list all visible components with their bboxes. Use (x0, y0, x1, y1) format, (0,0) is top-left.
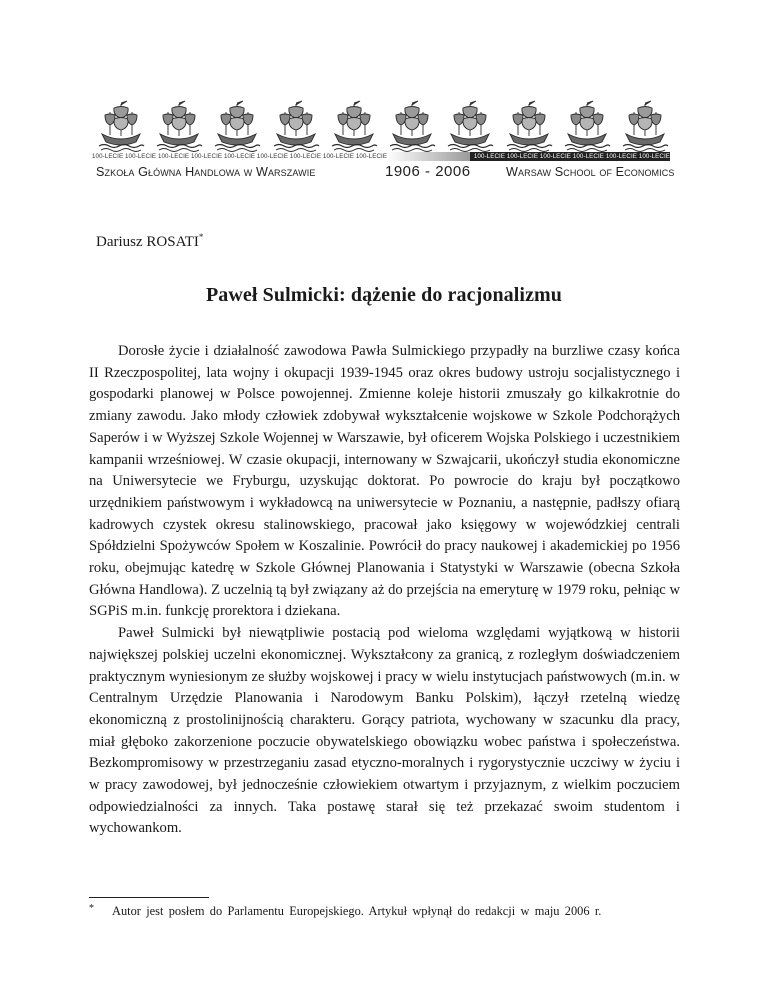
centenary-band-fade (387, 152, 470, 161)
sailing-ship-icon (212, 98, 262, 152)
sailing-ship-icon (504, 98, 554, 152)
centenary-band-dark: 100-LECIE 100-LECIE 100-LECIE 100-LECIE 100-LECIE 100-LECIE (470, 152, 670, 161)
footnote-text: Autor jest posłem do Parlamentu Europejskiego. Artykuł wpłynął do redakcji w maju 2006 r. (112, 904, 602, 918)
centenary-band-light: 100-LECIE 100-LECIE 100-LECIE 100-LECIE 100-LECIE 100-LECIE 100-LECIE 100-LECIE 100-LECIE (92, 153, 388, 160)
sailing-ship-icon (329, 98, 379, 152)
paragraph-2: Paweł Sulmicki był niewątpliwie postacią pod wieloma względami wyjątkową w historii największej polskiej uczelni ekonomicznej. Wykształcony za granicą, z rozległym doświadczeniem praktycznym wyniesionym ze służby wojskowej i pracy w wielu instytucjach państwowych (m.in. w Centralnym Urzędzie Planowania i Narodowym Banku Polskim), łączył rzetelną wiedzę ekonomiczną z prostolinijnością charakteru. Gorący patriota, wychowany w szacunku dla pracy, miał głęboko zakorzenione poczucie obywatelskiego obowiązku wobec państwa i społeczeństwa. Bezkompromisowy w przestrzeganiu zasad etyczno-moralnych i rygorystycznie uczciwy w życiu i w pracy zawodowej, był jednocześnie człowiekiem otwartym i przyjaznym, z wielkim poczuciem odpowiedzialności za innych. Taka postawę starał się też przekazać swoim studentom i wychowankom. (89, 625, 680, 837)
anniversary-years: 1906 - 2006 (385, 163, 471, 180)
sailing-ship-icon (96, 98, 146, 152)
school-name-english: Warsaw School of Economics (506, 165, 675, 179)
author-name: Dariusz ROSATI (96, 234, 199, 250)
author-line (96, 232, 203, 251)
sailing-ship-icon (445, 98, 495, 152)
article-body (89, 341, 680, 840)
sailing-ship-icon (562, 98, 612, 152)
sailing-ship-icon (154, 98, 204, 152)
footnote-mark: * (89, 903, 94, 914)
sailing-ship-icon (271, 98, 321, 152)
sailing-ship-icon (387, 98, 437, 152)
sailing-ship-icon (620, 98, 670, 152)
footnote-divider (89, 897, 209, 898)
centenary-band (90, 152, 670, 161)
paragraph-1: Dorosłe życie i działalność zawodowa Pawła Sulmickiego przypadły na burzliwe czasy końca II Rzeczpospolitej, lata wojny i okupacji 1939-1945 oraz okres budowy ustroju socjalistycznego i gospodarki planowej w Polsce powojennej. Zmienne koleje historii zmuszały go kilkakrotnie do zmiany zawodu. Jako młody człowiek zdobywał wykształcenie wojskowe w Szkole Podchorążych Saperów i w Wyższej Szkole Wojennej w Warszawie, był oficerem Wojska Polskiego i uczestnikiem kampanii wrześniowej. W czasie okupacji, internowany w Szwajcarii, ukończył studia ekonomiczne na Uniwersytecie we Fryburgu, uzyskując doktorat. Po powrocie do kraju był początkowo urzędnikiem państwowym i wykładowcą na uniwersytecie w Poznaniu, a następnie, padłszy ofiarą kadrowych czystek okresu stalinowskiego, pracował jako księgowy w wojewódzkiej centrali Spółdzielni Spożywców Społem w Koszalinie. Powrócił do pracy naukowej i akademickiej po 1956 roku, obejmując katedrę w Szkole Głównej Planowania i Statystyki w Warszawie (obecna Szkoła Główna Handlowa). Z uczelnią tą był związany aż do przejścia na emeryturę w 1979 roku, pełniąc w SGPiS m.in. funkcję prorektora i dziekana. (89, 343, 680, 620)
article-title: Paweł Sulmicki: dążenie do racjonalizmu (205, 284, 563, 306)
author-footnote-mark: * (198, 232, 204, 242)
school-name-polish: Szkoła Główna Handlowa w Warszawie (96, 165, 316, 179)
ship-logo-row (96, 98, 670, 152)
